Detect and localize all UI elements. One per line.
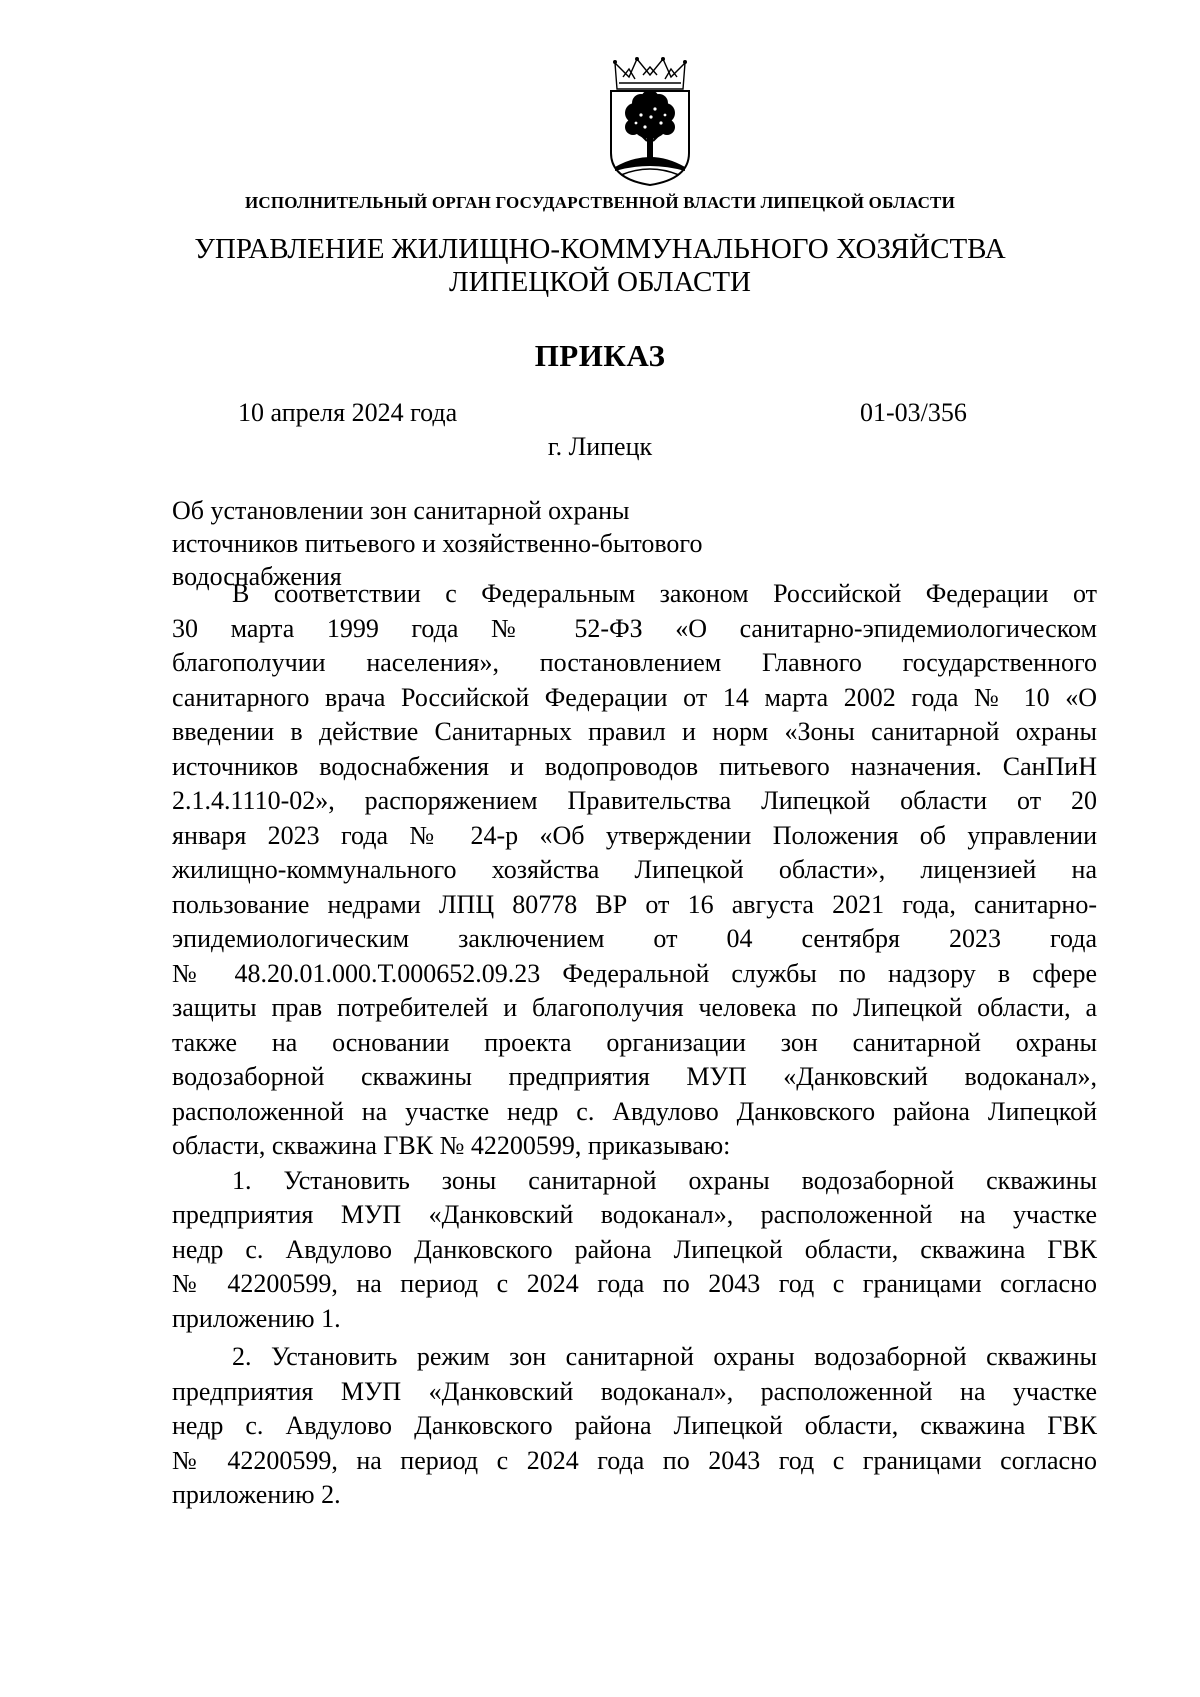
subject-line: источников питьевого и хозяйственно-бытового — [172, 529, 703, 558]
body-line: эпидемиологическим заключением от 04 сентября 2023 года — [172, 924, 1097, 953]
item-2-line: недр с. Авдулово Данковского района Липецкой области, скважина ГВК — [172, 1411, 1097, 1440]
body-line: также на основании проекта организации зон санитарной охраны — [172, 1027, 1097, 1057]
body-line: 2.1.4.1110-02», распоряжением Правительства Липецкой области от 20 — [172, 786, 1097, 815]
item-2-line: 2. Установить режим зон санитарной охраны водозаборной скважины — [232, 1342, 1097, 1371]
order-title: ПРИКАЗ — [534, 338, 666, 373]
body-line: водозаборной скважины предприятия МУП «Данковский водоканал», — [172, 1062, 1097, 1091]
item-2-line: приложению 2. — [172, 1480, 341, 1509]
department-name — [0, 233, 1200, 299]
item-2-line: № 42200599, на период с 2024 года по 2043 год с границами согласно — [172, 1445, 1097, 1475]
body-line: благополучии населения», постановлением Главного государственного — [172, 648, 1097, 677]
body-line: жилищно-коммунального хозяйства Липецкой области», лицензией на — [172, 855, 1097, 884]
body-line: расположенной на участке недр с. Авдулово Данковского района Липецкой — [172, 1096, 1097, 1126]
item-2-line: предприятия МУП «Данковский водоканал», расположенной на участке — [172, 1376, 1097, 1406]
item-1-line: недр с. Авдулово Данковского района Липецкой области, скважина ГВК — [172, 1234, 1097, 1264]
body-line: В соответствии с Федеральным законом Российской Федерации от — [232, 579, 1097, 608]
subject-line: Об установлении зон санитарной охраны — [172, 496, 630, 525]
coat-of-arms-icon — [605, 57, 695, 187]
body-line: 30 марта 1999 года № 52-ФЗ «О санитарно-эпидемиологическом — [172, 613, 1097, 643]
subject-line: водоснабжения — [172, 562, 342, 591]
body-line: пользование недрами ЛПЦ 80778 ВР от 16 августа 2021 года, санитарно- — [172, 889, 1097, 919]
authority-name: ИСПОЛНИТЕЛЬНЫЙ ОРГАН ГОСУДАРСТВЕННОЙ ВЛАСТИ ЛИПЕЦКОЙ ОБЛАСТИ — [244, 193, 956, 212]
body-line: источников водоснабжения и водопроводов питьевого назначения. СанПиН — [172, 751, 1097, 781]
department-name-line-1: УПРАВЛЕНИЕ ЖИЛИЩНО-КОММУНАЛЬНОГО ХОЗЯЙСТВА — [194, 233, 1006, 265]
order-number: 01-03/356 — [860, 398, 967, 427]
body-line: санитарного врача Российской Федерации от 14 марта 2002 года № 10 «О — [172, 682, 1097, 712]
body-line: № 48.20.01.000.Т.000652.09.23 Федеральной службы по надзору в сфере — [172, 958, 1097, 988]
body-line: января 2023 года № 24-р «Об утверждении Положения об управлении — [172, 820, 1097, 850]
item-1-line: предприятия МУП «Данковский водоканал», расположенной на участке — [172, 1200, 1097, 1229]
item-1-line: приложению 1. — [172, 1303, 341, 1333]
department-name-line-2: ЛИПЕЦКОЙ ОБЛАСТИ — [448, 266, 751, 298]
order-city: г. Липецк — [547, 432, 653, 461]
order-date: 10 апреля 2024 года — [238, 398, 458, 427]
body-line: введении в действие Санитарных правил и норм «Зоны санитарной охраны — [172, 717, 1097, 746]
body-line: защиты прав потребителей и благополучия человека по Липецкой области, а — [172, 993, 1097, 1022]
body-line: области, скважина ГВК № 42200599, приказываю: — [172, 1131, 731, 1160]
item-1-line: 1. Установить зоны санитарной охраны водозаборной скважины — [232, 1165, 1097, 1195]
item-1-line: № 42200599, на период с 2024 года по 2043 год с границами согласно — [172, 1269, 1097, 1298]
